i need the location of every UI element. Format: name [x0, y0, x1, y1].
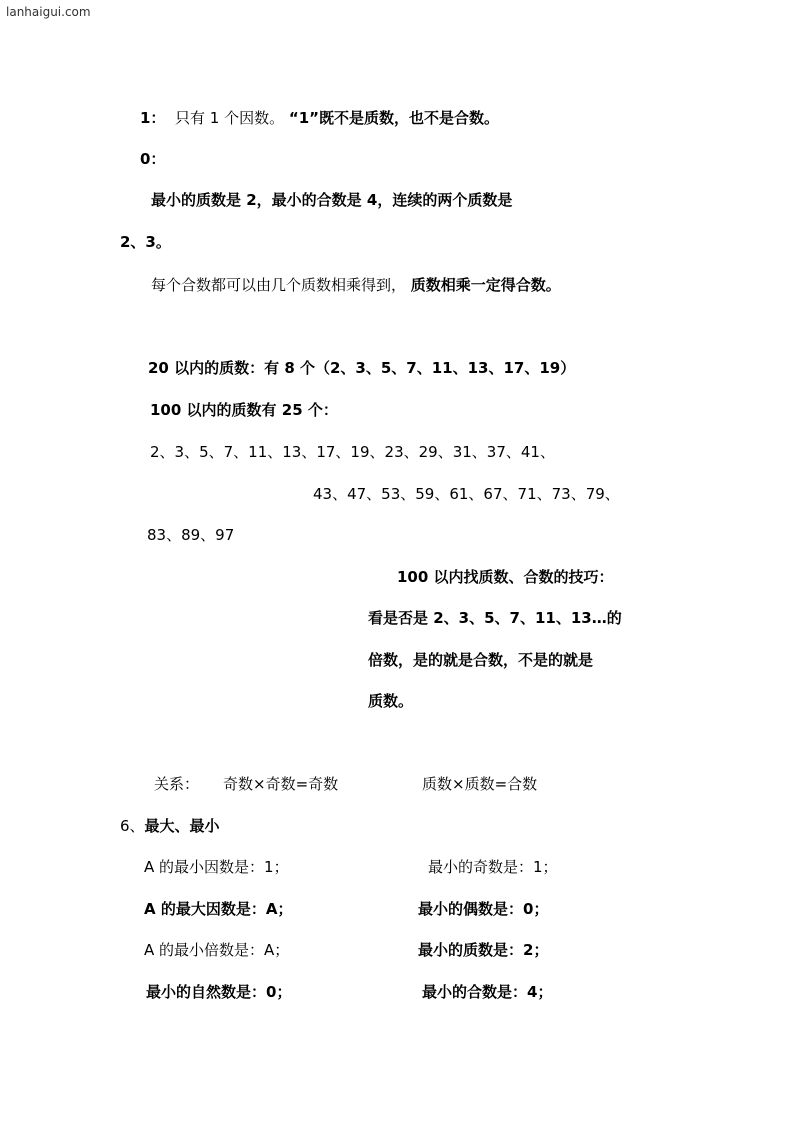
relation-label: 关系： — [154, 775, 200, 793]
line-one-bold: “1”既不是质数，也不是合数。 — [288, 109, 500, 127]
fact-min-prime: 最小的质数是：2； — [418, 941, 549, 959]
primes-list-row-1: 2、3、5、7、11、13、17、19、23、29、31、37、41、 — [150, 443, 555, 461]
line-one-normal: 只有 1 个因数。 — [174, 109, 285, 127]
primes-within-100-title: 100 以内的质数有 25 个： — [150, 401, 338, 419]
fact-min-factor: A 的最小因数是：1； — [144, 858, 289, 876]
tips-title: 100 以内找质数、合数的技巧： — [397, 568, 614, 586]
consecutive-primes-line: 2、3。 — [120, 233, 171, 251]
watermark: lanhaigui.com — [6, 5, 91, 19]
primes-list-row-2: 43、47、53、59、61、67、71、73、79、 — [313, 485, 620, 503]
composite-line — [151, 275, 561, 295]
primes-list-row-3: 83、89、97 — [147, 526, 235, 544]
composite-line-normal: 每个合数都可以由几个质数相乘得到， — [151, 276, 407, 294]
fact-min-multiple: A 的最小倍数是：A； — [144, 941, 290, 959]
tips-line-1: 看是否是 2、3、5、7、11、13…的 — [368, 609, 622, 627]
tips-line-2: 倍数，是的就是合数，不是的就是 — [368, 651, 594, 669]
composite-line-bold: 质数相乘一定得合数。 — [410, 276, 561, 294]
section-6-title: 最大、最小 — [144, 817, 220, 835]
primes-within-20: 20 以内的质数：有 8 个（2、3、5、7、11、13、17、19） — [148, 359, 576, 377]
fact-min-odd: 最小的奇数是：1； — [428, 858, 558, 876]
relation-prime: 质数×质数=合数 — [422, 775, 538, 793]
tips-line-3: 质数。 — [368, 692, 414, 710]
section-6-heading — [120, 816, 220, 836]
line-zero-label: 0： — [140, 150, 166, 168]
fact-min-composite: 最小的合数是：4； — [422, 983, 553, 1001]
fact-min-natural: 最小的自然数是：0； — [146, 983, 292, 1001]
fact-min-even: 最小的偶数是：0； — [418, 900, 549, 918]
line-one — [140, 108, 499, 128]
section-6-number: 6、 — [120, 817, 145, 835]
line-one-label: 1： — [140, 109, 166, 127]
fact-max-factor: A 的最大因数是：A； — [144, 900, 293, 918]
smallest-prime-line: 最小的质数是 2，最小的合数是 4，连续的两个质数是 — [151, 191, 513, 209]
relation-odd: 奇数×奇数=奇数 — [223, 775, 339, 793]
